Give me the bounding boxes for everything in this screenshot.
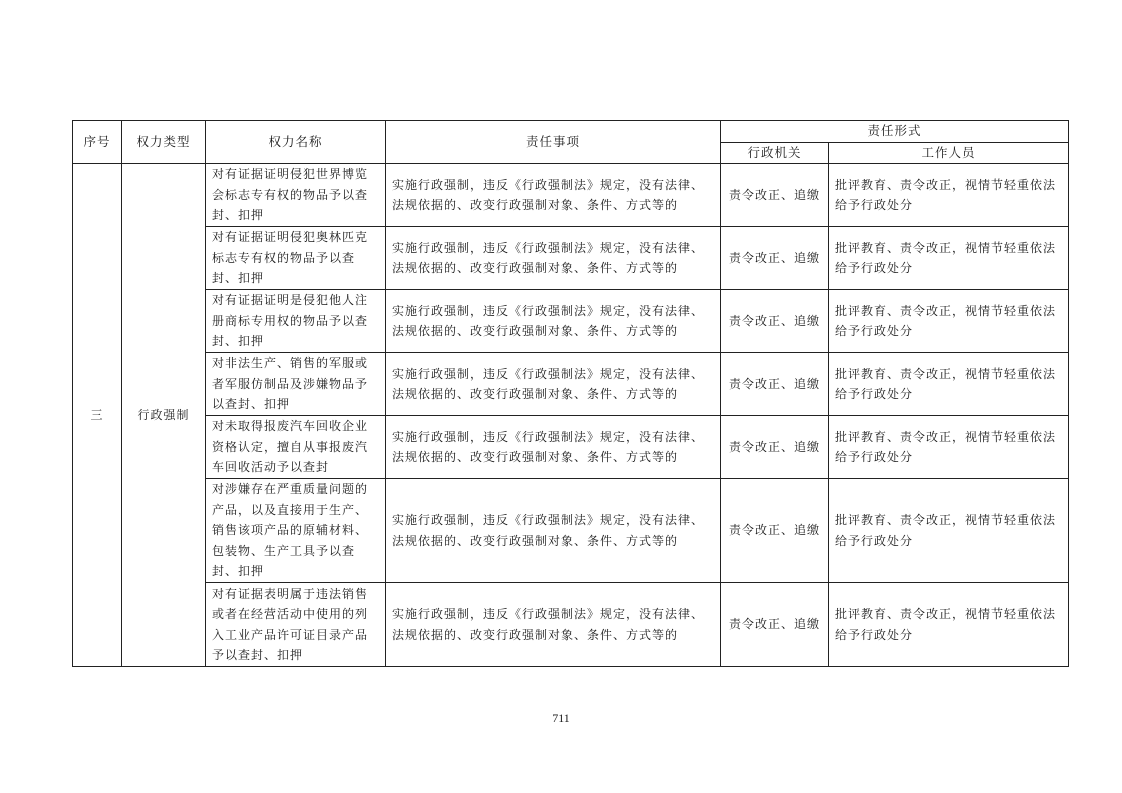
staff-cell: 批评教育、责令改正，视情节轻重依法给予行政处分 [829,583,1069,667]
staff-cell: 批评教育、责令改正，视情节轻重依法给予行政处分 [829,416,1069,479]
responsibility-cell: 实施行政强制，违反《行政强制法》规定，没有法律、法规依据的、改变行政强制对象、条件、方式等的 [386,583,721,667]
staff-cell: 批评教育、责令改正，视情节轻重依法给予行政处分 [829,164,1069,227]
admin-org-cell: 责令改正、追缴 [721,164,829,227]
admin-org-cell: 责令改正、追缴 [721,479,829,583]
header-power-type: 权力类型 [122,121,206,164]
staff-cell: 批评教育、责令改正，视情节轻重依法给予行政处分 [829,479,1069,583]
header-responsibility-form: 责任形式 [721,121,1069,143]
staff-cell: 批评教育、责令改正，视情节轻重依法给予行政处分 [829,353,1069,416]
responsibility-cell: 实施行政强制，违反《行政强制法》规定，没有法律、法规依据的、改变行政强制对象、条件、方式等的 [386,353,721,416]
responsibility-cell: 实施行政强制，违反《行政强制法》规定，没有法律、法规依据的、改变行政强制对象、条件、方式等的 [386,479,721,583]
group-seq-cell: 三 [73,164,122,667]
header-responsibility: 责任事项 [386,121,721,164]
header-staff: 工作人员 [829,142,1069,164]
page-number: 711 [552,711,570,725]
responsibility-cell: 实施行政强制，违反《行政强制法》规定，没有法律、法规依据的、改变行政强制对象、条件、方式等的 [386,416,721,479]
admin-org-cell: 责令改正、追缴 [721,290,829,353]
power-name-cell: 对有证据证明侵犯世界博览会标志专有权的物品予以查封、扣押 [206,164,386,227]
responsibility-cell: 实施行政强制，违反《行政强制法》规定，没有法律、法规依据的、改变行政强制对象、条件、方式等的 [386,290,721,353]
table-row [73,583,1069,667]
header-seq: 序号 [73,121,122,164]
table-row [73,290,1069,353]
table-row [73,353,1069,416]
admin-org-cell: 责令改正、追缴 [721,227,829,290]
staff-cell: 批评教育、责令改正，视情节轻重依法给予行政处分 [829,290,1069,353]
power-responsibility-table [72,120,1069,667]
table-row [73,479,1069,583]
table-row [73,416,1069,479]
header-power-name: 权力名称 [206,121,386,164]
group-power-type-cell: 行政强制 [122,164,206,667]
table-row [73,164,1069,227]
admin-org-cell: 责令改正、追缴 [721,353,829,416]
power-name-cell: 对非法生产、销售的军服或者军服仿制品及涉嫌物品予以查封、扣押 [206,353,386,416]
power-name-cell: 对有证据证明是侵犯他人注册商标专用权的物品予以查封、扣押 [206,290,386,353]
admin-org-cell: 责令改正、追缴 [721,416,829,479]
admin-org-cell: 责令改正、追缴 [721,583,829,667]
staff-cell: 批评教育、责令改正，视情节轻重依法给予行政处分 [829,227,1069,290]
power-name-cell: 对涉嫌存在严重质量问题的产品，以及直接用于生产、销售该项产品的原辅材料、包装物、生产工具予以查封、扣押 [206,479,386,583]
responsibility-cell: 实施行政强制，违反《行政强制法》规定，没有法律、法规依据的、改变行政强制对象、条件、方式等的 [386,164,721,227]
table-row [73,227,1069,290]
power-name-cell: 对有证据表明属于违法销售或者在经营活动中使用的列入工业产品许可证目录产品予以查封、扣押 [206,583,386,667]
power-name-cell: 对有证据证明侵犯奥林匹克标志专有权的物品予以查封、扣押 [206,227,386,290]
power-name-cell: 对未取得报废汽车回收企业资格认定，擅自从事报废汽车回收活动予以查封 [206,416,386,479]
responsibility-cell: 实施行政强制，违反《行政强制法》规定，没有法律、法规依据的、改变行政强制对象、条件、方式等的 [386,227,721,290]
header-admin-org: 行政机关 [721,142,829,164]
